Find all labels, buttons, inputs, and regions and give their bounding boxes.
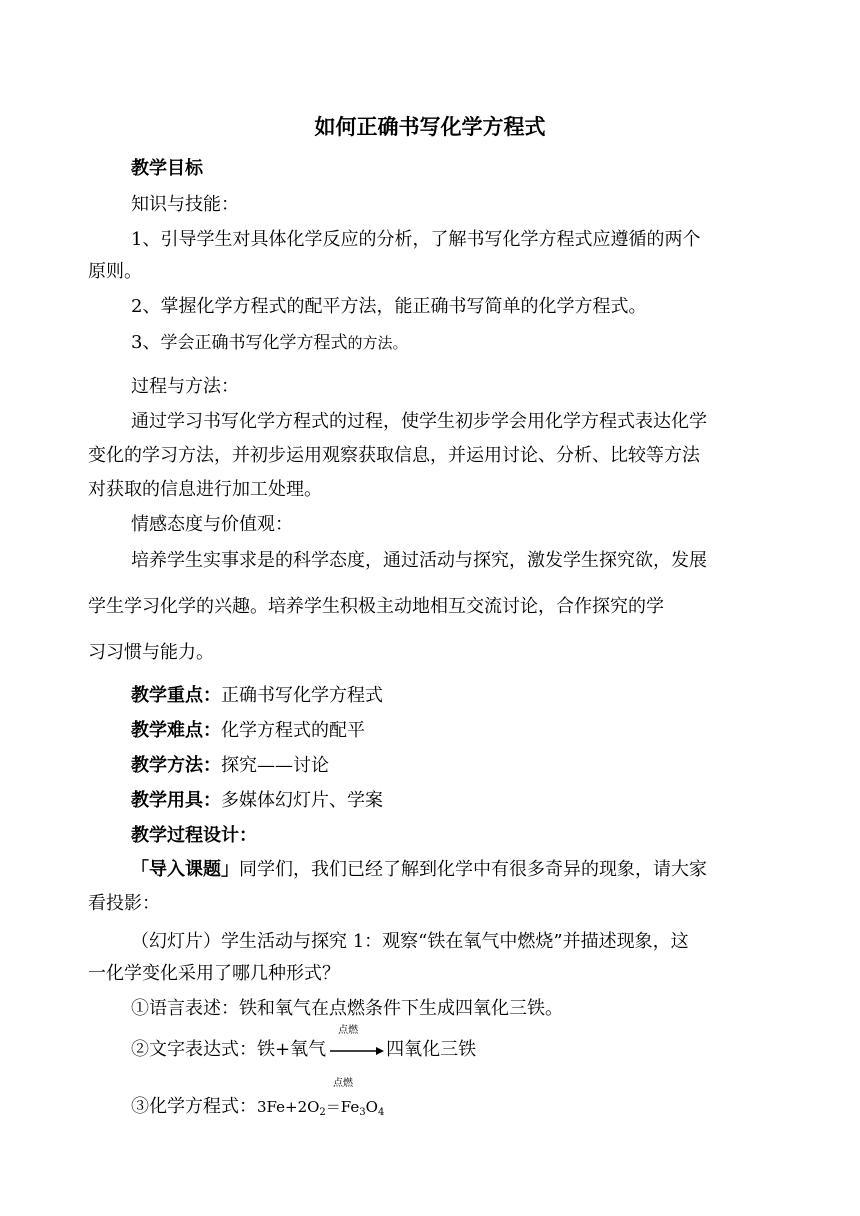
tools-label: 教学用具： <box>131 790 221 811</box>
knowledge-label: 知识与技能： <box>131 194 239 215</box>
teaching-method <box>131 753 821 779</box>
intro-label: 「导入课题」 <box>131 859 239 880</box>
knowledge-item-3-text: 学会正确书写化学方程式 <box>160 333 348 353</box>
process-line-1: 通过学习书写化学方程式的过程，使学生初步学会用化学方程式表达化学 <box>131 411 707 432</box>
document-title: 如何正确书写化学方程式 <box>314 114 546 139</box>
process-line-2: 变化的学习方法，并初步运用观察获取信息，并运用讨论、分析、比较等方法 <box>88 445 700 466</box>
knowledge-item-1: 1、引导学生对具体化学反应的分析，了解书写化学方程式应遵循的两个 <box>131 229 701 250</box>
intro-text: 同学们，我们已经了解到化学中有很多奇异的现象，请大家 <box>239 859 707 880</box>
knowledge-item-3-num: 3、 <box>131 332 161 353</box>
heading-objectives: 教学目标 <box>131 158 203 179</box>
chem-sub-3: 4 <box>377 1107 385 1118</box>
word-expression-product: 四氧化三铁 <box>386 1039 477 1060</box>
emotion-line-2: 学生学习化学的兴趣。培养学生积极主动地相互交流讨论，合作探究的学 <box>88 596 664 617</box>
word-expression-condition: 点燃 <box>338 1025 359 1036</box>
method-value: 探究——讨论 <box>221 755 329 776</box>
chem-prefix: ③化学方程式： <box>131 1096 257 1117</box>
key-point-label: 教学重点： <box>131 685 221 706</box>
emotion-line-3: 习习惯与能力。 <box>88 642 214 663</box>
intro-line-2: 看投影： <box>88 893 160 914</box>
language-expression: ①语言表述：铁和氧气在点燃条件下生成四氧化三铁。 <box>131 998 563 1019</box>
chem-sub-2: 3 <box>359 1107 366 1118</box>
knowledge-item-3-end: 的方法。 <box>347 334 408 352</box>
word-expression-prefix: ②文字表达式：铁+氧气 <box>131 1039 327 1060</box>
process-line-3: 对获取的信息进行加工处理。 <box>88 479 322 500</box>
chem-eq: ＝Fe <box>325 1098 360 1116</box>
design-label: 教学过程设计： <box>131 825 257 846</box>
intro-line-1 <box>131 857 821 883</box>
process-label: 过程与方法： <box>131 376 239 397</box>
tools-value: 多媒体幻灯片、学案 <box>221 790 383 811</box>
chem-o: O <box>365 1098 378 1116</box>
key-point-value: 正确书写化学方程式 <box>221 685 383 706</box>
slide-line-1: （幻灯片）学生活动与探究 1：观察“铁在氧气中燃烧”并描述现象，这 <box>131 931 689 952</box>
emotion-label: 情感态度与价值观： <box>131 514 293 535</box>
difficulty-label: 教学难点： <box>131 720 221 741</box>
teaching-tools <box>131 788 821 814</box>
chem-condition: 点燃 <box>333 1078 353 1089</box>
emotion-line-1: 培养学生实事求是的科学态度，通过活动与探究，激发学生探究欲，发展 <box>131 550 707 571</box>
reaction-arrow <box>328 1025 384 1063</box>
word-expression <box>131 1025 821 1063</box>
chem-sub-1: 2 <box>319 1107 326 1118</box>
chemical-equation <box>131 1094 821 1126</box>
slide-line-2: 一化学变化采用了哪几种形式？ <box>88 963 340 984</box>
method-label: 教学方法： <box>131 755 221 776</box>
knowledge-item-1-cont: 原则。 <box>88 261 142 282</box>
key-point <box>131 683 821 709</box>
arrow-icon <box>328 1047 384 1055</box>
knowledge-item-3 <box>131 330 821 356</box>
difficulty-point <box>131 718 821 744</box>
knowledge-item-2: 2、掌握化学方程式的配平方法，能正确书写简单的化学方程式。 <box>131 296 647 317</box>
difficulty-value: 化学方程式的配平 <box>221 720 365 741</box>
chem-left: 3Fe+2O <box>257 1098 320 1116</box>
